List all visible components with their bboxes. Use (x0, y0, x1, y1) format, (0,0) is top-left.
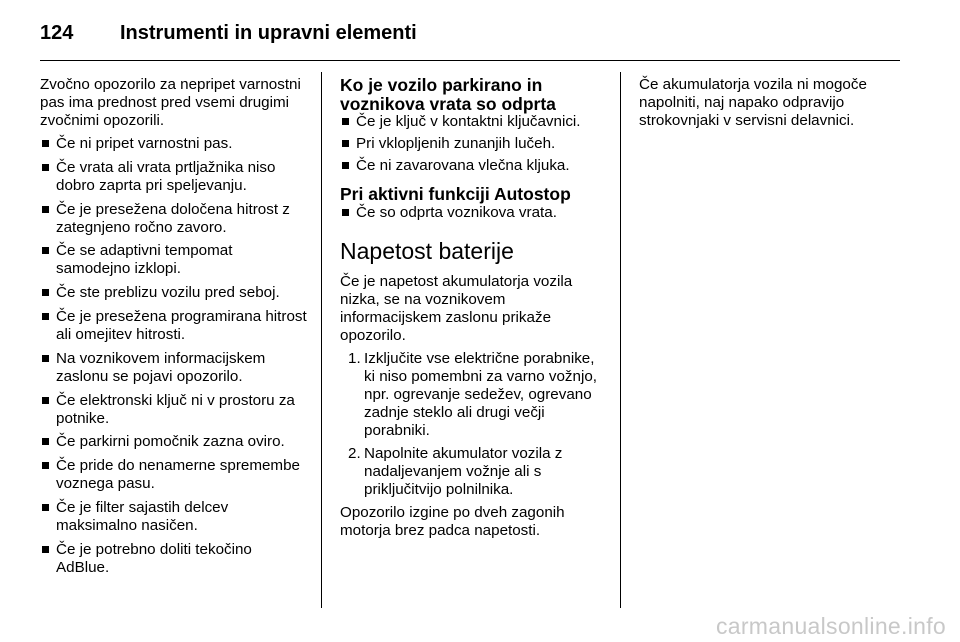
bullet-square-icon (42, 140, 49, 147)
seatbelt-intro: Zvočno opozorilo za nepripet varnostni pas ima prednost pred vsemi drugimi zvočnimi opozorili. (40, 76, 301, 129)
battery-intro: Če je napetost akumulatorja vozila nizka, se na voznikovem informacijskem zaslonu prikaže opozorilo. (340, 272, 573, 344)
bullet-square-icon (42, 438, 49, 445)
list-item: Če je presežena programirana hitrost ali omejitev hitrosti. (40, 308, 308, 344)
bullet-square-icon (42, 504, 49, 511)
list-item: Če je presežena določena hitrost z zategnjeno ročno zavoro. (40, 201, 308, 237)
list-item: Če pride do nenamerne spremembe voznega pasu. (40, 457, 308, 493)
bullet-square-icon (42, 289, 49, 296)
battery-note: Če akumulatorja vozila ni mogoče napolniti, naj napako odpravijo strokovnjaki v servisni delavnici. (639, 76, 867, 129)
battery-steps (340, 350, 605, 499)
list-item: Pri vklopljenih zunanjih lučeh. (340, 135, 605, 153)
step-number: 2. (348, 444, 361, 462)
section-title: Napetost baterije (340, 237, 514, 264)
bullet-square-icon (42, 206, 49, 213)
list-item: Če vrata ali vrata prtljažnika niso dobro zaprta pri speljevanju. (40, 159, 308, 195)
bullet-square-icon (42, 546, 49, 553)
column-divider-1 (321, 72, 322, 608)
bullet-square-icon (342, 140, 349, 147)
watermark: carmanualsonline.info (715, 613, 946, 639)
list-item: Če so odprta voznikova vrata. (340, 204, 605, 222)
step-number: 1. (348, 349, 361, 367)
list-item: Če parkirni pomočnik zazna oviro. (40, 433, 308, 451)
step-item: 2. Napolnite akumulator vozila z nadaljevanjem vožnje ali s priključitvijo polnilnika. (348, 444, 563, 498)
column-2 (340, 76, 605, 540)
column-1 (40, 76, 308, 583)
parked-door-open-heading: Ko je vozilo parkirano in voznikova vrata so odprta (340, 75, 556, 114)
battery-outro: Opozorilo izgine po dveh zagonih motorja brez padca napetosti. (340, 503, 565, 539)
column-3 (639, 76, 909, 130)
bullet-square-icon (342, 162, 349, 169)
list-item: Če je potrebno doliti tekočino AdBlue. (40, 541, 308, 577)
warning-list (40, 135, 308, 577)
page-number: 124 (40, 22, 74, 44)
list-item: Če ni zavarovana vlečna kljuka. (340, 157, 605, 175)
page-title: Instrumenti in upravni elementi (120, 22, 417, 44)
bullet-square-icon (342, 118, 349, 125)
page-header (40, 18, 900, 48)
bullet-square-icon (42, 462, 49, 469)
header-rule (40, 60, 900, 61)
list-item: Če ni pripet varnostni pas. (40, 135, 308, 153)
bullet-square-icon (42, 355, 49, 362)
autostop-heading: Pri aktivni funkciji Autostop (340, 184, 571, 204)
parked-warning-list (340, 113, 605, 175)
bullet-square-icon (342, 209, 349, 216)
list-item: Če se adaptivni tempomat samodejno izklopi. (40, 242, 308, 278)
list-item: Na voznikovem informacijskem zaslonu se pojavi opozorilo. (40, 350, 308, 386)
list-item: Če ste preblizu vozilu pred seboj. (40, 284, 308, 302)
column-divider-2 (620, 72, 621, 608)
list-item: Če elektronski ključ ni v prostoru za potnike. (40, 392, 308, 428)
list-item: Če je ključ v kontaktni ključavnici. (340, 113, 605, 131)
bullet-square-icon (42, 313, 49, 320)
step-item: 1. Izključite vse električne porabnike, ki niso pomembni za varno vožnjo, npr. ogrevanje sedežev, ogrevano zadnje steklo ali drugi večji porabniki. (348, 349, 597, 439)
list-item: Če je filter sajastih delcev maksimalno nasičen. (40, 499, 308, 535)
autostop-warning-list (340, 204, 605, 222)
bullet-square-icon (42, 247, 49, 254)
bullet-square-icon (42, 397, 49, 404)
bullet-square-icon (42, 164, 49, 171)
